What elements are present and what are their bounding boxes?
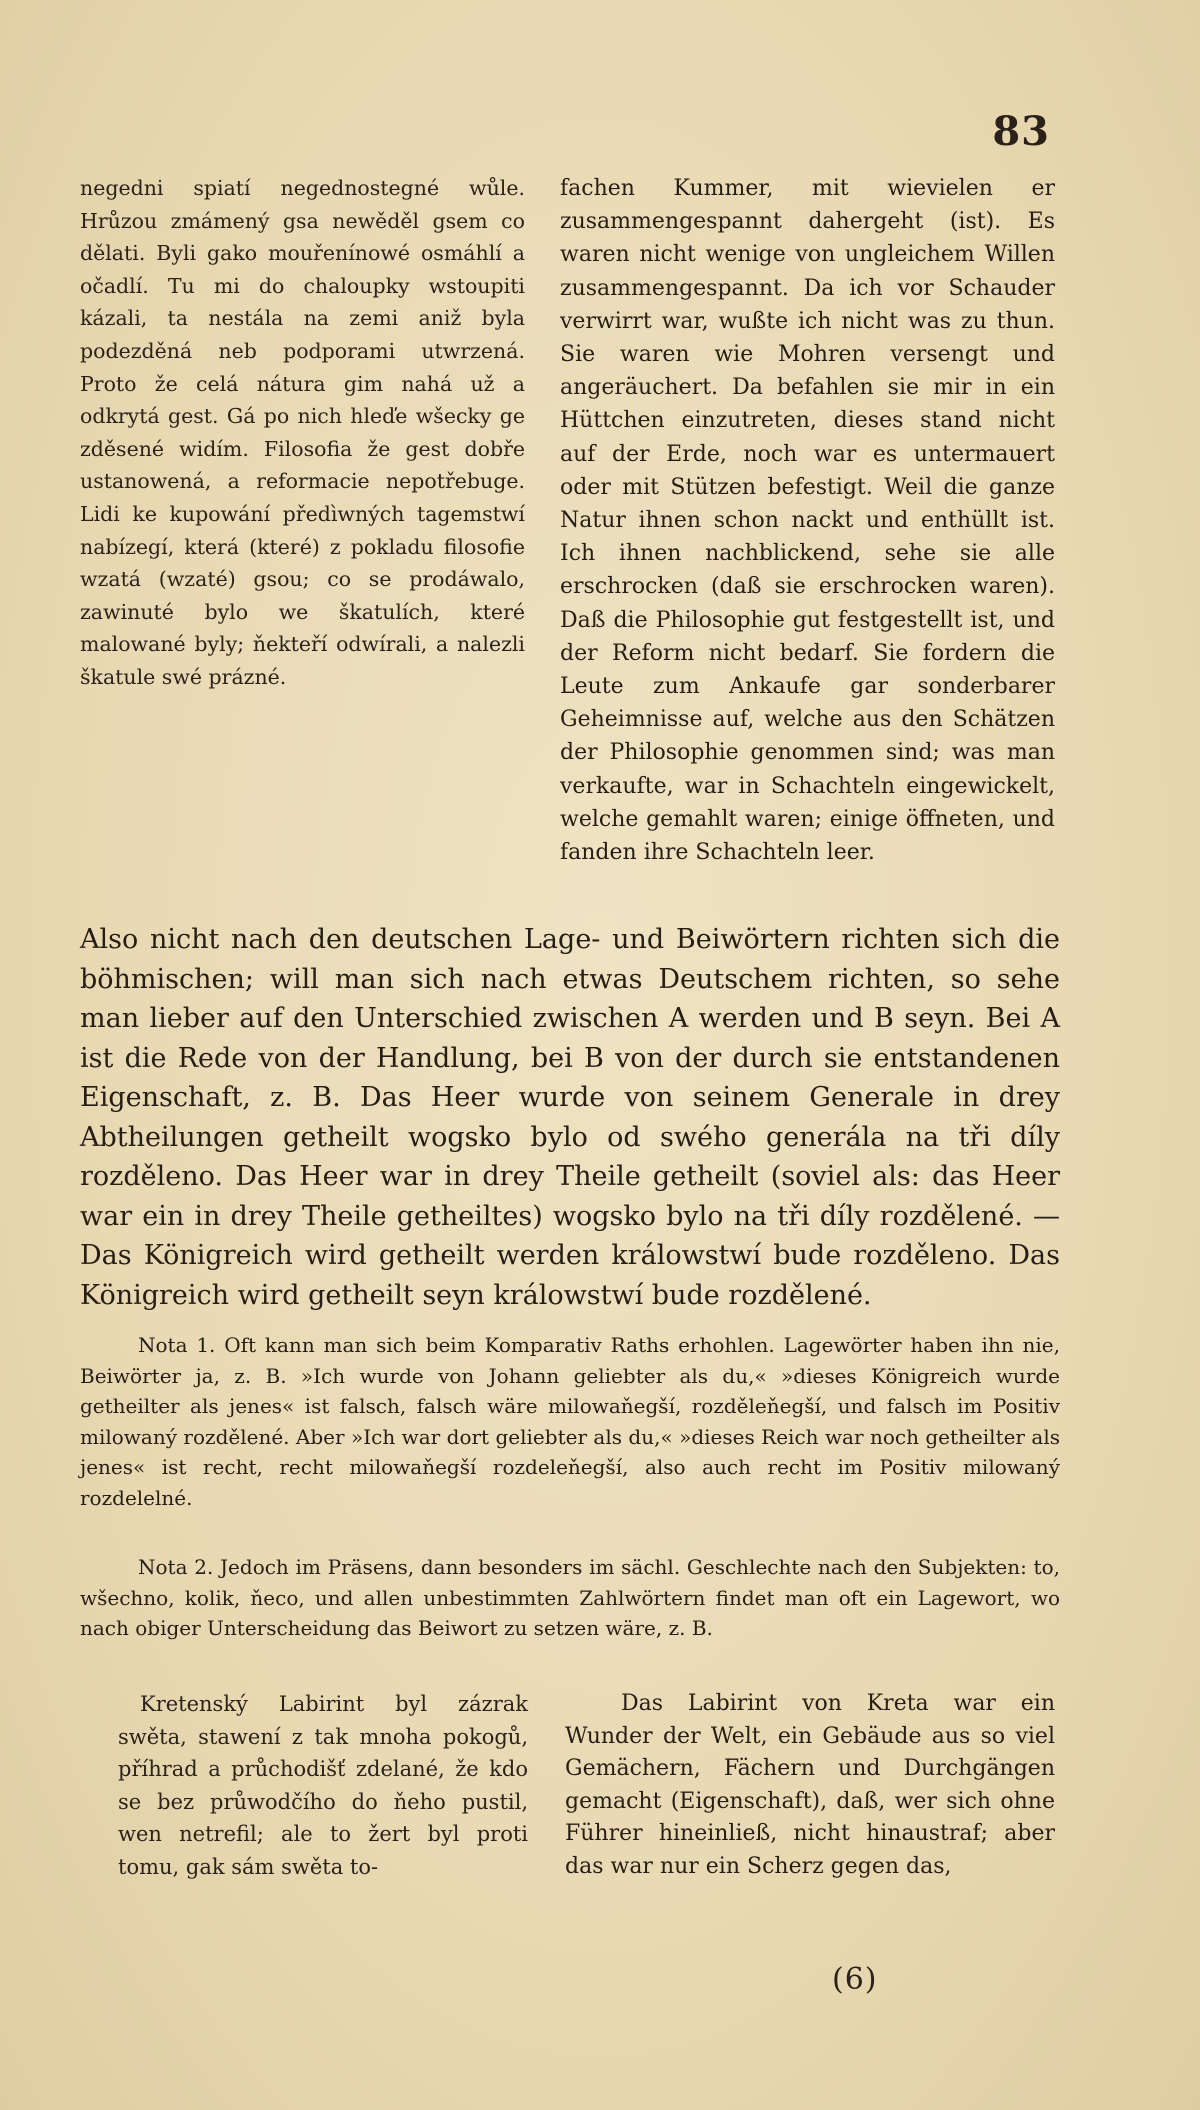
nota-2-text: Jedoch im Präsens, dann besonders im sächl. Geschlechte nach den Subjekten: to, wšechno, kolik, ňeco, und allen unbestimmten Zahlwörtern findet man oft ein Lagewort, wo nach obiger Unterscheidung das Beiwort zu setzen wäre, z. B.: [80, 1555, 1060, 1640]
czech-column-top: negedni spiatí negednostegné wůle. Hrůzou zmámený gsa newěděl gsem co dělati. Byli gako mouřenínowé osmáhlí a očadlí. Tu mi do chaloupky wstoupiti kázali, ta nestála na zemi aniž byla podezděná neb podporami utwrzená. Proto že celá nátura gim nahá už a odkrytá gest. Gá po nich hleďe wšecky ge zděsené widím. Filosofia že gest dobře ustanowená, a reformacie nepotřebuge. Lidi ke kupowání předìwných tagemstwí nabízegí, která (které) z pokladu filosofie wzatá (wzaté) gsou; co se prodáwalo, zawinuté bylo we škatulích, které malowané byly; ňekteří odwírali, a nalezli škatule swé prázné.: [80, 176, 525, 689]
nota-1-text: Oft kann man sich beim Komparativ Raths erhohlen. Lagewörter haben ihn nie, Beiwörter ja, z. B. »Ich wurde von Johann geliebter als du,« »dieses Königreich wurde getheilter als jenes« ist falsch, falsch wäre milowaňegší, rozděleňegší, und falsch im Positiv milowaný rozdělené. Aber »Ich war dort geliebter als du,« »dieses Reich war noch getheilter als jenes« ist recht, recht milowaňegší rozdeleňegší, also auch recht im Positiv milowaný rozdelelné.: [80, 1333, 1060, 1510]
nota-2: [80, 1552, 1060, 1644]
german-column-bottom: Das Labirint von Kreta war ein Wunder der Welt, ein Gebäude aus so viel Gemächern, Fächern und Durchgängen gemacht (Eigenschaft), daß, wer sich ohne Führer hineinließ, nicht hinaustraf; aber das war nur ein Scherz gegen das,: [565, 1691, 1055, 1879]
grammar-explanation-paragraph: Also nicht nach den deutschen Lage- und Beiwörtern richten sich die böhmischen; will man sich nach etwas Deutschem richten, so sehe man lieber auf den Unterschied zwischen A werden und B seyn. Bei A ist die Rede von der Handlung, bei B von der durch sie entstandenen Eigenschaft, z. B. Das Heer wurde von seinem Generale in drey Abtheilungen getheilt wogsko bylo od swého generála na tři díly rozděleno. Das Heer war in drey Theile getheilt (soviel als: das Heer war ein in drey Theile getheiltes) wogsko bylo na tři díly rozdělené. — Das Königreich wird getheilt werden králowstwí bude rozděleno. Das Königreich wird getheilt seyn králowstwí bude rozdělené.: [80, 924, 1060, 1311]
german-column-top: fachen Kummer, mit wievielen er zusammengespannt dahergeht (ist). Es waren nicht wenige von ungleichem Willen zusammengespannt. Da ich vor Schauder verwirrt war, wußte ich nicht was zu thun. Sie waren wie Mohren versengt und angeräuchert. Da befahlen sie mir in ein Hüttchen einzutreten, dieses stand nicht auf der Erde, noch war es untermauert oder mit Stützen befestigt. Weil die ganze Natur ihnen schon nackt und enthüllt ist. Ich ihnen nachblickend, sehe sie alle erschrocken (daß sie erschrocken waren). Daß die Philosophie gut festgestellt ist, und der Reform nicht bedarf. Sie fordern die Leute zum Ankaufe gar sonderbarer Geheimnisse auf, welche aus den Schätzen der Philosophie genommen sind; was man verkaufte, war in Schachteln eingewickelt, welche gemahlt waren; einige öffneten, und fanden ihre Schachteln leer.: [560, 176, 1055, 866]
czech-column-bottom: Kretenský Labirint byl zázrak swěta, stawení z tak mnoha pokogů, příhrad a průchodišť zdelané, že kdo se bez průwodčího do ňeho pustil, wen netrefil; ale to žert byl proti tomu, gak sám swěta to-: [118, 1692, 528, 1879]
page-number: 83: [992, 108, 1050, 155]
nota-1-label: Nota 1.: [138, 1333, 216, 1357]
nota-1: [80, 1330, 1060, 1513]
printer-signature-mark: (6): [832, 1962, 878, 1997]
nota-2-label: Nota 2.: [138, 1555, 214, 1579]
